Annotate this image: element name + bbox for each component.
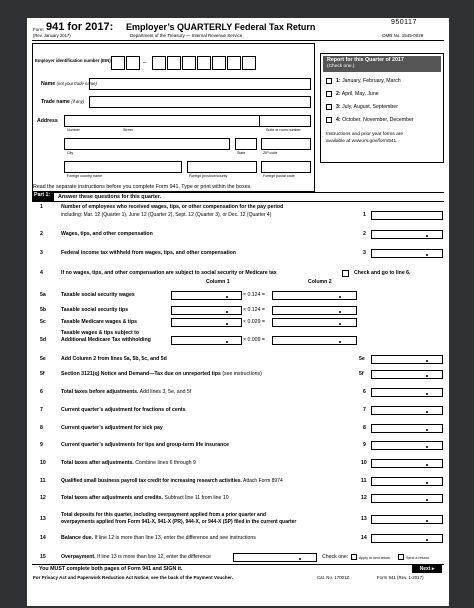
name-field[interactable] — [89, 78, 311, 90]
ein-digit-box[interactable] — [126, 56, 140, 70]
line-13-input[interactable] — [371, 515, 443, 524]
line-5b-col2-input[interactable] — [272, 306, 357, 315]
line-5c-col1-input[interactable] — [171, 318, 242, 327]
line-4-text: If no wages, tips, and other compensation are subject to social security or Medicare tax — [61, 270, 277, 276]
line-15-check-one: Check one: — [322, 554, 349, 560]
line-12-number: 12 — [40, 495, 46, 501]
must-complete-note: You MUST complete both pages of Form 941 and SIGN it. — [39, 566, 183, 572]
line-11-text: Qualified small business payroll tax credit for increasing research activities. Attach Form 8974 — [61, 478, 283, 484]
line-5d-text-b: Additional Medicare Tax withholding — [61, 337, 151, 343]
line-9-text: Current quarter’s adjustments for tips and group-term life insurance — [61, 442, 230, 448]
column-1-header: Column 1 — [206, 279, 230, 285]
department-label: Department of the Treasury — Internal Revenue Service — [130, 33, 243, 38]
line-13-text-a: Total deposits for this quarter, including overpayment applied from a prior quarter and — [61, 512, 266, 518]
suite-sublabel: Suite or room number — [266, 128, 301, 132]
footer-rule — [32, 564, 444, 565]
decimal-point — [426, 393, 428, 395]
trade-name-label: Trade name (if any) — [41, 99, 85, 105]
decimal-point — [339, 296, 341, 298]
quarter-3-checkbox[interactable] — [326, 104, 332, 110]
decimal-point — [426, 464, 428, 466]
line-5e-text: Add Column 2 from lines 5a, 5b, 5c, and 5d — [61, 356, 167, 362]
line-3-input[interactable] — [371, 249, 443, 258]
part1-bottom-rule — [32, 201, 444, 202]
ein-digit-box[interactable] — [111, 56, 125, 70]
apply-next-return-label: Apply to next return. — [359, 556, 392, 560]
line-5d-text-a: Taxable wages & tips subject to — [61, 330, 140, 336]
ein-dash: – — [143, 60, 147, 66]
line-6-input[interactable] — [371, 388, 443, 397]
line-1-number: 1 — [40, 204, 43, 210]
line-4-checkbox[interactable] — [342, 270, 349, 277]
line-14-text: Balance due. If line 12 is more than line 13, enter the difference and see instructions — [61, 535, 256, 541]
decimal-point — [226, 341, 228, 343]
line-3-ref: 3 — [363, 250, 366, 256]
line-8-number: 8 — [40, 425, 43, 431]
decimal-point — [226, 296, 228, 298]
line-5a-text: Taxable social security wages — [61, 292, 135, 298]
state-sublabel: State — [237, 151, 246, 155]
catalog-number: Cat. No. 17001Z — [317, 575, 350, 580]
line-5e-ref: 5e — [359, 356, 365, 362]
line-14-ref: 14 — [361, 535, 367, 541]
foreign-country-field[interactable] — [64, 161, 182, 173]
line-5f-input[interactable] — [371, 370, 443, 379]
line-11-input[interactable] — [371, 477, 443, 486]
ein-digit-box[interactable] — [242, 56, 256, 70]
quarter-4-label: 4: October, November, December — [336, 117, 414, 123]
line-4-number: 4 — [40, 270, 43, 276]
line-2-ref: 2 — [363, 231, 366, 237]
line-7-input[interactable] — [371, 406, 443, 415]
column-2-header: Column 2 — [308, 279, 332, 285]
city-sublabel: City — [67, 151, 74, 155]
address-label: Address — [37, 118, 58, 124]
apply-next-return-checkbox[interactable] — [351, 554, 357, 560]
line-2-input[interactable] — [371, 230, 443, 239]
zip-sublabel: ZIP code — [263, 151, 278, 155]
decimal-point — [426, 360, 428, 362]
form-revision: (Rev. January 2017) — [33, 33, 71, 38]
line-5d-number: 5d — [40, 337, 47, 343]
decimal-point — [426, 254, 428, 256]
line-15-text: Overpayment. If line 13 is more than line 12, enter the difference — [61, 554, 211, 560]
line-5b-number: 5b — [40, 307, 47, 313]
ein-digit-box[interactable] — [227, 56, 241, 70]
line-9-input[interactable] — [371, 441, 443, 450]
decimal-point — [226, 323, 228, 325]
line-1-text-a: Number of employees who received wages, tips, or other compensation for the pay period — [61, 204, 284, 210]
foreign-postal-field[interactable] — [261, 161, 311, 173]
decimal-point — [426, 446, 428, 448]
line-3-number: 3 — [40, 250, 43, 256]
part1-label: Part 1: — [32, 193, 54, 201]
decimal-point — [339, 323, 341, 325]
line-5a-col2-input[interactable] — [272, 291, 357, 300]
line-6-ref: 6 — [363, 389, 366, 395]
decimal-point — [426, 539, 428, 541]
decimal-point — [426, 429, 428, 431]
trade-name-field[interactable] — [89, 96, 311, 108]
line-5e-number: 5e — [40, 356, 46, 362]
line-6-number: 6 — [40, 389, 43, 395]
line-12-input[interactable] — [371, 494, 443, 503]
line-5f-number: 5f — [40, 371, 45, 377]
form-subtitle: Employer’s QUARTERLY Federal Tax Return — [126, 22, 316, 32]
ein-digit-box[interactable] — [212, 56, 226, 70]
line-5f-ref: 5f — [359, 371, 364, 377]
city-field[interactable] — [64, 138, 230, 150]
line-8-text: Current quarter’s adjustment for sick pay — [61, 425, 163, 431]
quarter-4-checkbox[interactable] — [326, 117, 332, 123]
number-sublabel: Number — [67, 128, 80, 132]
line-5b-col1-input[interactable] — [171, 306, 242, 315]
line-5c-rate: × 0.029 = — [243, 319, 265, 325]
omb-number: OMB No. 1545-0029 — [382, 33, 424, 38]
line-5a-rate: × 0.124 = — [243, 292, 265, 298]
ein-label: Employer identification number (EIN) — [35, 58, 111, 63]
quarter-2-checkbox[interactable] — [326, 91, 332, 97]
line-13-text-b: overpayments applied from Form 941-X, 941-X (PR), 944-X, or 944-X (SP) filed in the current quarter — [61, 519, 297, 525]
form-title: 941 for 2017: — [46, 21, 114, 33]
ein-digit-box[interactable] — [182, 56, 196, 70]
state-field[interactable] — [235, 138, 257, 150]
decimal-point — [426, 411, 428, 413]
quarter-note-2: available at www.irs.gov/form941. — [326, 139, 398, 144]
line-5c-number: 5c — [40, 319, 46, 325]
send-refund-label: Send a refund. — [406, 556, 430, 560]
decimal-point — [339, 341, 341, 343]
line-15-number: 15 — [40, 554, 46, 560]
line-5e-input[interactable] — [371, 355, 443, 364]
form-941-page — [27, 18, 449, 606]
line-5d-rate: × 0.009 = — [243, 337, 265, 343]
name-label: Name (not your trade name) — [41, 81, 97, 87]
send-refund-checkbox[interactable] — [398, 554, 404, 560]
line-9-number: 9 — [40, 442, 43, 448]
foreign-province-sublabel: Foreign province/county — [189, 174, 228, 178]
line-13-ref: 13 — [361, 516, 367, 522]
line-10-input[interactable] — [371, 459, 443, 468]
line-7-ref: 7 — [363, 407, 366, 413]
line-6-text: Total taxes before adjustments. Add lines 3, 5e, and 5f — [61, 389, 192, 395]
line-1-text-b: including: Mar. 12 (Quarter 1), June 12 (Quarter 2), Sept. 12 (Quarter 3), or Dec. 12 (Quarter 4) — [61, 212, 272, 218]
quarter-1-label: 1: January, February, March — [336, 78, 401, 84]
line-15-input[interactable] — [233, 553, 317, 562]
line-10-number: 10 — [40, 460, 46, 466]
ein-digit-box[interactable] — [197, 56, 211, 70]
decimal-point — [426, 520, 428, 522]
line-5f-text: Section 3121(q) Notice and Demand—Tax due on unreported tips (see instructions) — [61, 371, 262, 377]
line-5c-text: Taxable Medicare wages & tips — [61, 319, 138, 325]
line-12-ref: 12 — [361, 495, 367, 501]
quarter-note-1: Instructions and prior year forms are — [326, 132, 404, 137]
line-8-input[interactable] — [371, 424, 443, 433]
ein-digit-box[interactable] — [152, 56, 166, 70]
line-7-text: Current quarter’s adjustment for fractions of cents — [61, 407, 186, 413]
line-10-ref: 10 — [361, 460, 367, 466]
line-13-number: 13 — [40, 516, 46, 522]
quarter-1-checkbox[interactable] — [326, 78, 332, 84]
form-word: Form — [33, 27, 44, 32]
quarter-2-label: 2: April, May, June — [336, 91, 379, 97]
decimal-point — [426, 499, 428, 501]
decimal-point — [226, 311, 228, 313]
line-1-input[interactable] — [371, 211, 443, 220]
line-1-ref: 1 — [363, 212, 366, 218]
foreign-country-sublabel: Foreign country name — [67, 174, 102, 178]
quarter-box-header: Report for this Quarter of 2017 (Check one.) — [323, 56, 441, 72]
line-5d-col1-input[interactable] — [171, 336, 242, 345]
part1-top-rule — [32, 192, 444, 193]
header-rule — [32, 40, 444, 41]
decimal-point — [426, 375, 428, 377]
line-9-ref: 9 — [363, 442, 366, 448]
line-3-text: Federal income tax withheld from wages, tips, and other compensation — [61, 250, 236, 256]
street-sublabel: Street — [123, 128, 133, 132]
quarter-3-label: 3: July, August, September — [336, 104, 398, 110]
zip-field[interactable] — [261, 138, 311, 150]
line-11-ref: 11 — [361, 478, 367, 484]
line-10-text: Total taxes after adjustments. Combine lines 6 through 9 — [61, 460, 196, 466]
line-4-check-label: Check and go to line 6. — [354, 270, 411, 276]
line-14-input[interactable] — [371, 534, 443, 543]
line-5c-col2-input[interactable] — [272, 318, 357, 327]
decimal-point — [426, 235, 428, 237]
line-8-ref: 8 — [363, 425, 366, 431]
line-5d-col2-input[interactable] — [272, 336, 357, 345]
address-street-field[interactable] — [64, 115, 311, 127]
form-code: 950117 — [391, 19, 417, 26]
privacy-notice: For Privacy Act and Paperwork Reduction Act Notice, see the back of the Payment Voucher. — [33, 575, 233, 580]
decimal-point — [339, 311, 341, 313]
line-2-text: Wages, tips, and other compensation — [61, 231, 153, 237]
instructions-text: Read the separate instructions before you complete Form 941. Type or print within the boxes. — [33, 184, 252, 190]
line-12-text: Total taxes after adjustments and credits. Subtract line 11 from line 10 — [61, 495, 229, 501]
line-11-number: 11 — [40, 478, 46, 484]
part1-title: Answer these questions for this quarter. — [58, 194, 162, 200]
line-14-number: 14 — [40, 535, 46, 541]
line-5b-text: Taxable social security tips — [61, 307, 129, 313]
suite-divider — [259, 115, 260, 127]
ein-digit-box[interactable] — [167, 56, 181, 70]
line-5b-rate: × 0.124 = — [243, 307, 265, 313]
decimal-point — [299, 558, 301, 560]
line-5a-col1-input[interactable] — [171, 291, 242, 300]
line-7-number: 7 — [40, 407, 43, 413]
line-5a-number: 5a — [40, 292, 46, 298]
form-reference: Form 941 (Rev. 1-2017) — [377, 575, 424, 580]
line-2-number: 2 — [40, 231, 43, 237]
decimal-point — [426, 482, 428, 484]
foreign-postal-sublabel: Foreign postal code — [263, 174, 295, 178]
next-page-button[interactable]: Next ▸ — [412, 565, 442, 573]
foreign-province-field[interactable] — [187, 161, 257, 173]
